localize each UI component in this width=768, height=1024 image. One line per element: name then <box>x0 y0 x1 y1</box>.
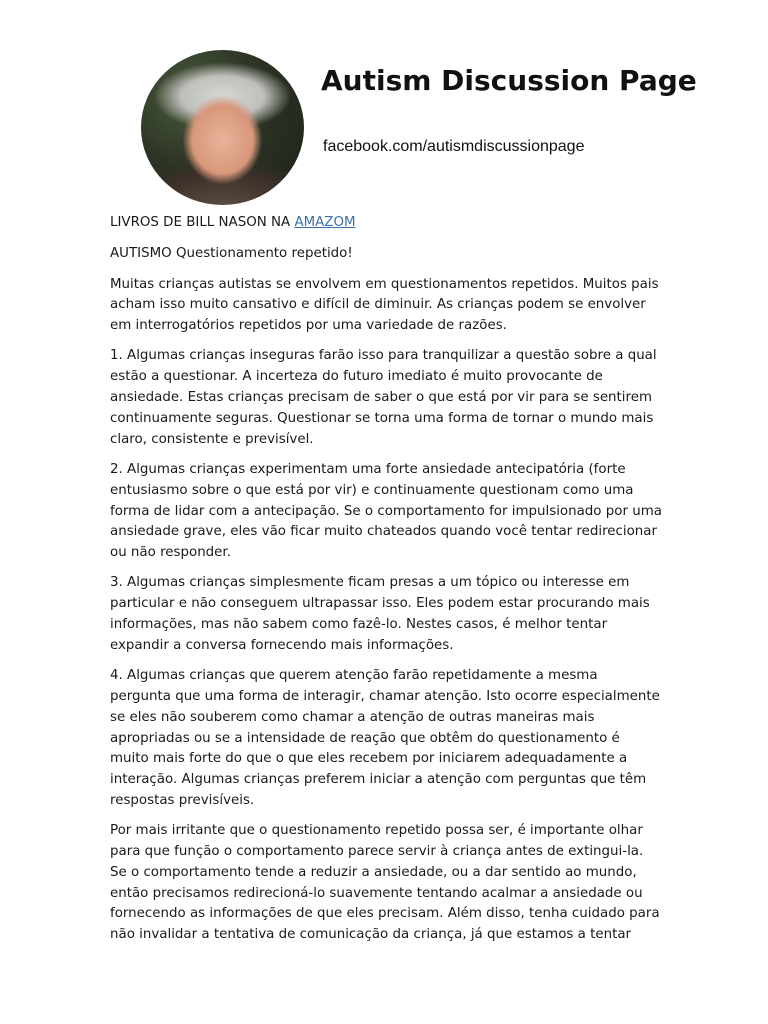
article-body <box>110 213 662 956</box>
author-photo <box>141 50 304 205</box>
paragraph-reason-3: 3. Algumas crianças simplesmente ficam presas a um tópico ou interesse em particular e não conseguem ultrapassar isso. Eles podem estar procurando mais informações, mas não sabem como fazê-lo. Nestes casos, é melhor tentar expandir a conversa fornecendo mais informações. <box>110 575 650 653</box>
books-prefix: LIVROS DE BILL NASON NA <box>110 215 295 230</box>
paragraph-conclusion: Por mais irritante que o questionamento repetido possa ser, é importante olhar para que função o comportamento parece servir à criança antes de extingui-la. Se o comportamento tende a reduzir a ansiedade, ou a dar sentido ao mundo, então precisamos redirecioná-lo suavemente tentando acalmar a ansiedade ou fornecendo as informações de que eles precisam. Além disso, tenha cuidado para não invalidar a tentativa de comunicação da criança, já que estamos a tentar <box>110 823 660 943</box>
paragraph-intro: Muitas crianças autistas se envolvem em questionamentos repetidos. Muitos pais acham isso muito cansativo e difícil de diminuir. As crianças podem se envolver em interrogatórios repetidos por uma variedade de razões. <box>110 276 659 334</box>
paragraph-reason-4: 4. Algumas crianças que querem atenção farão repetidamente a mesma pergunta que uma forma de interagir, chamar atenção. Isto ocorre especialmente se eles não souberem como chamar a atenção de outras maneiras mais apropriadas ou se a intensidade de reação que obtêm do questionamento é muito mais forte do que o que eles recebem por iniciarem adequadamente a interação. Algumas crianças preferem iniciar a atenção com perguntas que têm respostas previsíveis. <box>110 668 660 808</box>
paragraph-reason-1: 1. Algumas crianças inseguras farão isso para tranquilizar a questão sobre a qual estão a questionar. A incerteza do futuro imediato é muito provocante de ansiedade. Estas crianças precisam de saber o que está por vir para se sentirem continuamente seguras. Questionar se torna uma forma de tornar o mundo mais claro, consistente e previsível. <box>110 348 657 447</box>
amazon-link[interactable]: AMAZOM <box>294 215 356 230</box>
facebook-url: facebook.com/autismdiscussionpage <box>323 138 585 155</box>
paragraph-reason-2: 2. Algumas crianças experimentam uma forte ansiedade antecipatória (forte entusiasmo sobre o que está por vir) e continuamente questionam como uma forma de lidar com a antecipação. Se o comportamento for impulsionado por uma ansiedade grave, eles vão ficar muito chateados quando você tentar redirecionar ou não responder. <box>110 461 662 561</box>
books-line <box>110 213 662 234</box>
article-headline: AUTISMO Questionamento repetido! <box>110 245 353 261</box>
page-header <box>0 0 768 210</box>
page-title: Autism Discussion Page <box>321 64 697 97</box>
